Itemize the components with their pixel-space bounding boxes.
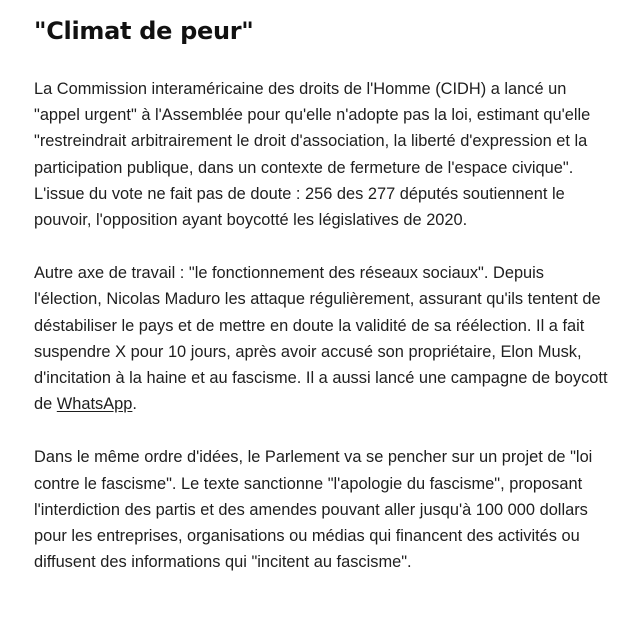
paragraph-social-networks-text: Autre axe de travail : "le fonctionnement des réseaux sociaux". Depuis l'élection, Nicolas Maduro les attaque régulièrement, assurant qu'ils tentent de déstabiliser le pays et de mettre en doute la validité de sa réélection. Il a fait suspendre X pour 10 jours, après avoir accusé son propriétaire, Elon Musk, d'incitation à la haine et au fascisme. Il a aussi lancé une campagne de boycott de — [34, 264, 608, 414]
paragraph-social-networks-end: . — [132, 395, 137, 414]
whatsapp-link[interactable]: WhatsApp — [56, 395, 133, 414]
paragraph-fascism-law: Dans le même ordre d'idées, le Parlement va se pencher sur un projet de "loi contre le fascisme". Le texte sanctionne "l'apologie du fascisme", proposant l'interdiction des partis et des amendes pouvant aller jusqu'à 100 000 dollars pour les entreprises, organisations ou médias qui financent des activités ou diffusent des informations qui "incitent au fascisme". — [34, 448, 593, 572]
paragraph-cidh: La Commission interaméricaine des droits de l'Homme (CIDH) a lancé un "appel urgent" à l'Assemblée pour qu'elle n'adopte pas la loi, estimant qu'elle "restreindrait arbitrairement le droit d'association, la liberté d'expression et la participation publique, dans un contexte de fermeture de l'espace civique". L'issue du vote ne fait pas de doute : 256 des 277 députés soutiennent le pouvoir, l'opposition ayant boycotté les législatives de 2020. — [34, 80, 591, 230]
article-body — [34, 14, 614, 602]
paragraph-social-networks — [34, 260, 614, 417]
section-heading: "Climat de peur" — [34, 17, 254, 45]
